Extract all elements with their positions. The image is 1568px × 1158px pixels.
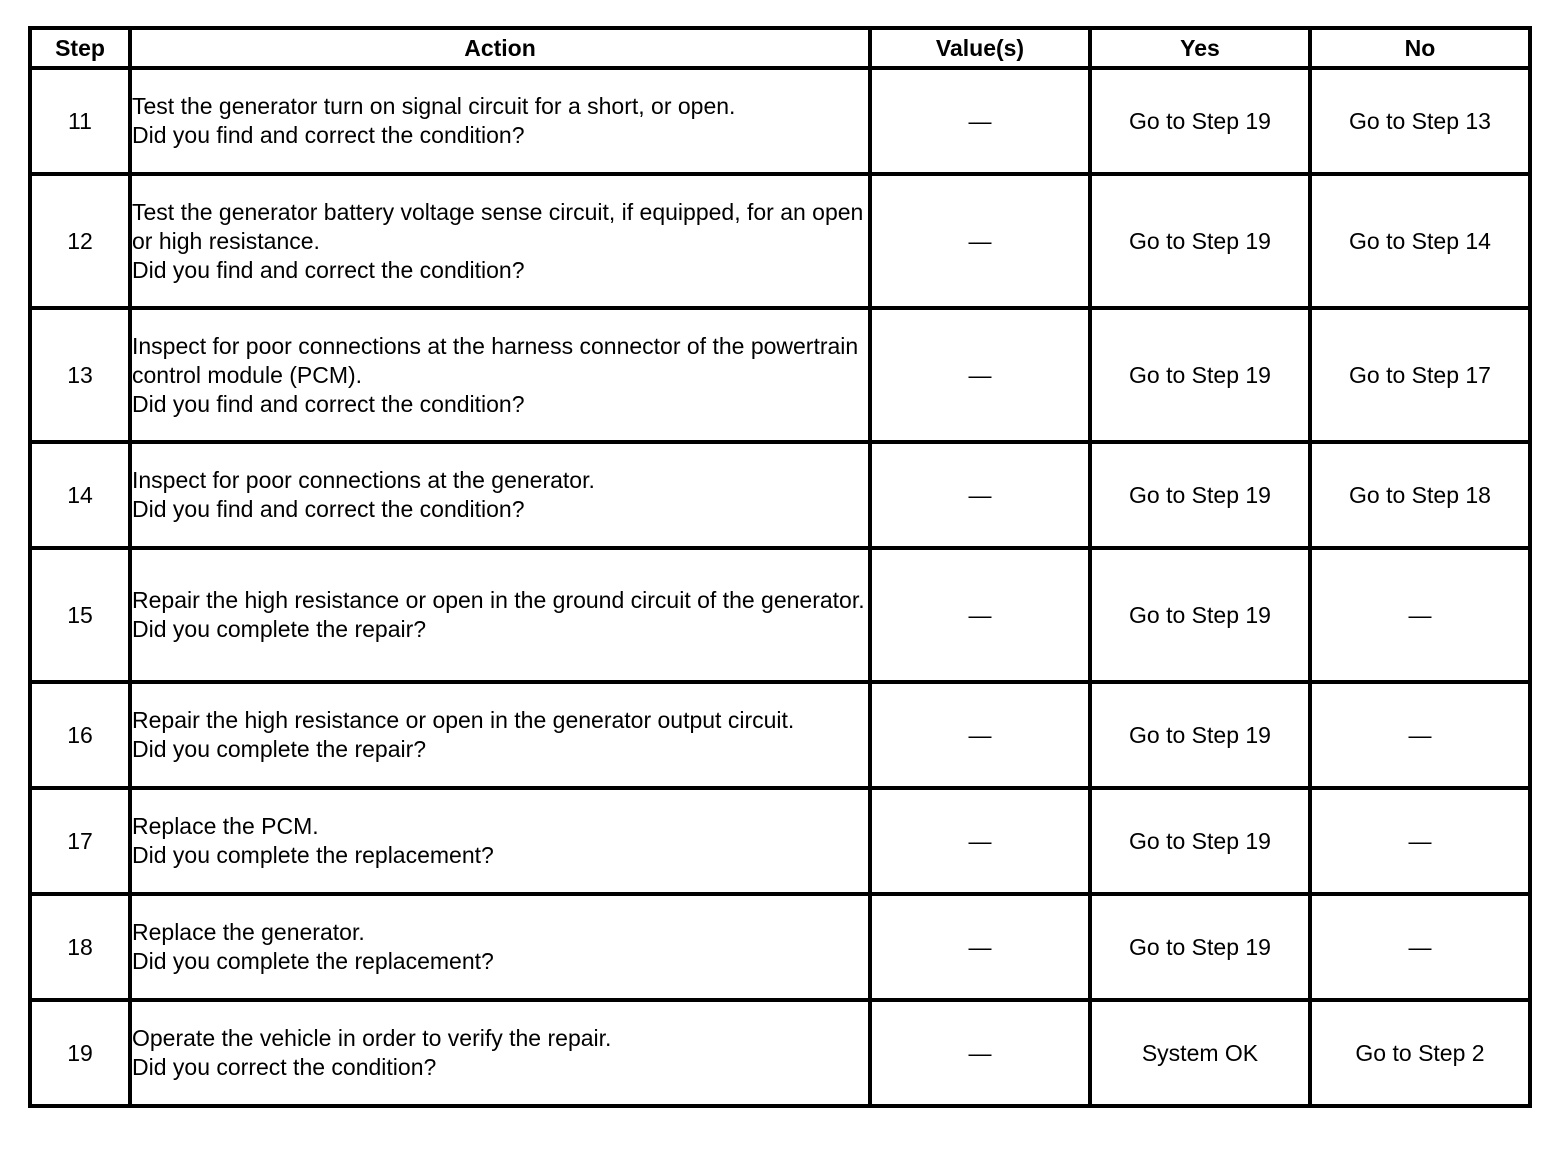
no-cell: Go to Step 13 bbox=[1310, 68, 1530, 174]
step-number: 12 bbox=[30, 174, 130, 308]
action-cell bbox=[130, 894, 870, 1000]
action-text: Repair the high resistance or open in the ground circuit of the generator. bbox=[132, 587, 865, 613]
action-question: Did you complete the replacement? bbox=[132, 948, 494, 974]
table-row bbox=[30, 1000, 1530, 1106]
no-cell: — bbox=[1310, 894, 1530, 1000]
yes-cell: Go to Step 19 bbox=[1090, 308, 1310, 442]
yes-cell: Go to Step 19 bbox=[1090, 442, 1310, 548]
value-cell: — bbox=[870, 174, 1090, 308]
action-cell bbox=[130, 1000, 870, 1106]
yes-cell: Go to Step 19 bbox=[1090, 68, 1310, 174]
no-cell: Go to Step 17 bbox=[1310, 308, 1530, 442]
action-text: Repair the high resistance or open in the generator output circuit. bbox=[132, 707, 795, 733]
action-text: Test the generator turn on signal circuit for a short, or open. bbox=[132, 93, 736, 119]
no-cell: Go to Step 14 bbox=[1310, 174, 1530, 308]
yes-cell: Go to Step 19 bbox=[1090, 174, 1310, 308]
yes-cell: Go to Step 19 bbox=[1090, 682, 1310, 788]
table-row bbox=[30, 174, 1530, 308]
yes-cell: System OK bbox=[1090, 1000, 1310, 1106]
step-number: 18 bbox=[30, 894, 130, 1000]
action-question: Did you correct the condition? bbox=[132, 1054, 437, 1080]
value-cell: — bbox=[870, 894, 1090, 1000]
action-text: Test the generator battery voltage sense circuit, if equipped, for an open or high resistance. bbox=[132, 198, 864, 254]
step-number: 16 bbox=[30, 682, 130, 788]
action-text: Replace the PCM. bbox=[132, 813, 319, 839]
step-number: 13 bbox=[30, 308, 130, 442]
action-question: Did you complete the repair? bbox=[132, 736, 427, 762]
action-cell bbox=[130, 442, 870, 548]
header-no: No bbox=[1310, 28, 1530, 68]
value-cell: — bbox=[870, 1000, 1090, 1106]
value-cell: — bbox=[870, 442, 1090, 548]
value-cell: — bbox=[870, 548, 1090, 682]
header-action: Action bbox=[130, 28, 870, 68]
no-cell: Go to Step 18 bbox=[1310, 442, 1530, 548]
step-number: 15 bbox=[30, 548, 130, 682]
action-text: Inspect for poor connections at the generator. bbox=[132, 467, 595, 493]
diagnostic-table bbox=[28, 26, 1532, 1108]
no-cell: — bbox=[1310, 682, 1530, 788]
no-cell: — bbox=[1310, 548, 1530, 682]
action-question: Did you find and correct the condition? bbox=[132, 122, 525, 148]
step-number: 14 bbox=[30, 442, 130, 548]
action-text: Operate the vehicle in order to verify the repair. bbox=[132, 1025, 612, 1051]
action-cell bbox=[130, 308, 870, 442]
table-row bbox=[30, 894, 1530, 1000]
action-question: Did you find and correct the condition? bbox=[132, 390, 525, 417]
yes-cell: Go to Step 19 bbox=[1090, 548, 1310, 682]
table-row bbox=[30, 548, 1530, 682]
step-number: 11 bbox=[30, 68, 130, 174]
action-cell bbox=[130, 788, 870, 894]
action-cell bbox=[130, 68, 870, 174]
table-row bbox=[30, 308, 1530, 442]
action-text: Replace the generator. bbox=[132, 919, 365, 945]
action-cell bbox=[130, 682, 870, 788]
no-cell: Go to Step 2 bbox=[1310, 1000, 1530, 1106]
yes-cell: Go to Step 19 bbox=[1090, 894, 1310, 1000]
step-number: 17 bbox=[30, 788, 130, 894]
yes-cell: Go to Step 19 bbox=[1090, 788, 1310, 894]
action-question: Did you find and correct the condition? bbox=[132, 496, 525, 522]
action-question: Did you find and correct the condition? bbox=[132, 256, 525, 283]
value-cell: — bbox=[870, 308, 1090, 442]
no-cell: — bbox=[1310, 788, 1530, 894]
action-cell bbox=[130, 174, 870, 308]
action-text: Inspect for poor connections at the harness connector of the powertrain control module (PCM). bbox=[132, 332, 859, 388]
action-question: Did you complete the repair? bbox=[132, 616, 427, 642]
table-row bbox=[30, 682, 1530, 788]
value-cell: — bbox=[870, 788, 1090, 894]
step-number: 19 bbox=[30, 1000, 130, 1106]
table-row bbox=[30, 788, 1530, 894]
header-row bbox=[30, 28, 1530, 68]
action-question: Did you complete the replacement? bbox=[132, 842, 494, 868]
table-row bbox=[30, 442, 1530, 548]
value-cell: — bbox=[870, 682, 1090, 788]
value-cell: — bbox=[870, 68, 1090, 174]
header-values: Value(s) bbox=[870, 28, 1090, 68]
header-yes: Yes bbox=[1090, 28, 1310, 68]
table-row bbox=[30, 68, 1530, 174]
action-cell bbox=[130, 548, 870, 682]
header-step: Step bbox=[30, 28, 130, 68]
